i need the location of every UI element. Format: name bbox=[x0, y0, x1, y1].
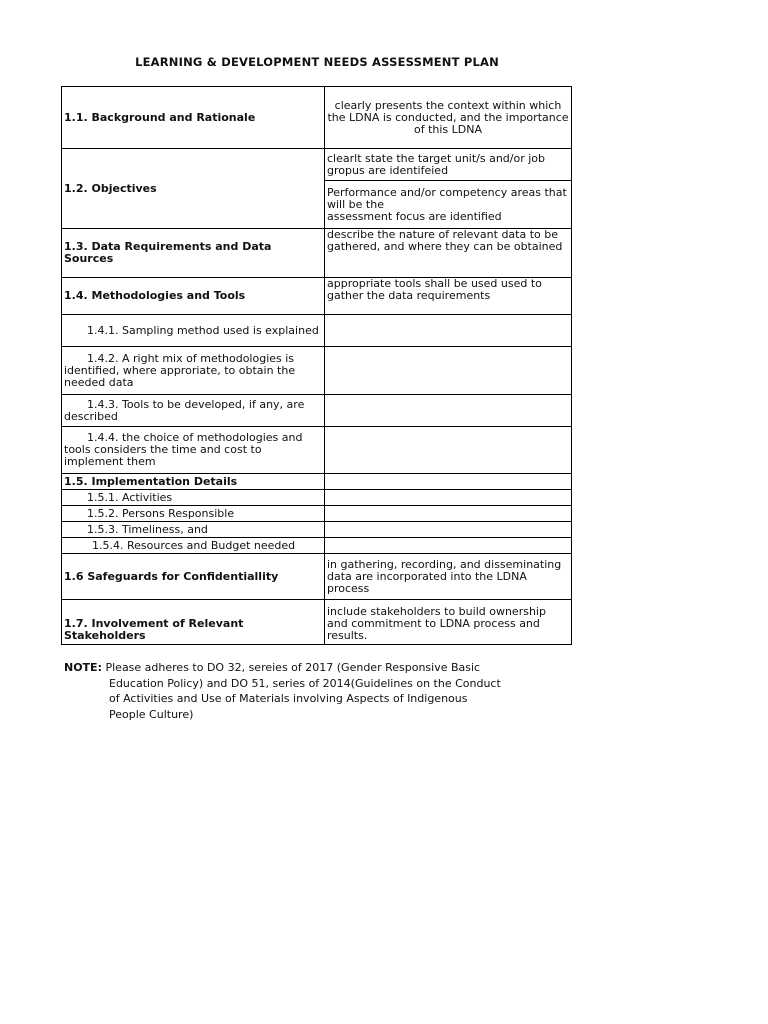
page-title: LEARNING & DEVELOPMENT NEEDS ASSESSMENT PLAN bbox=[135, 55, 499, 69]
table-row bbox=[62, 506, 572, 522]
row-label-data-requirements: 1.3. Data Requirements and Data Sources bbox=[62, 229, 325, 278]
row-label-tools: 1.4.3. Tools to be developed, if any, are described bbox=[62, 395, 325, 427]
row-description-empty bbox=[325, 427, 572, 474]
table-row bbox=[62, 347, 572, 395]
table-row bbox=[62, 278, 572, 315]
row-description-empty bbox=[325, 347, 572, 395]
row-description-empty bbox=[325, 490, 572, 506]
row-label-sampling: 1.4.1. Sampling method used is explained bbox=[62, 315, 325, 347]
row-label-methodologies: 1.4. Methodologies and Tools bbox=[62, 278, 325, 315]
row-description-methodologies: appropriate tools shall be used used to gather the data requirements bbox=[325, 278, 572, 315]
table-row bbox=[62, 554, 572, 600]
objectives-description-line: Performance and/or competency areas that will be the bbox=[327, 185, 567, 211]
row-description-empty bbox=[325, 522, 572, 538]
note-text: Please adheres to DO 32, sereies of 2017 (Gender Responsive Basic bbox=[105, 661, 481, 674]
row-label-persons-responsible: 1.5.2. Persons Responsible bbox=[62, 506, 325, 522]
row-label-timeliness: 1.5.3. Timeliness, and bbox=[62, 522, 325, 538]
table-row bbox=[62, 474, 572, 490]
row-description-safeguards: in gathering, recording, and disseminating data are incorporated into the LDNA process bbox=[325, 554, 572, 600]
assessment-plan-table bbox=[61, 86, 572, 645]
table-row bbox=[62, 600, 572, 645]
table-row bbox=[62, 87, 572, 149]
note-line: People Culture) bbox=[109, 707, 194, 721]
row-label-stakeholders: 1.7. Involvement of Relevant Stakeholders bbox=[62, 600, 325, 645]
row-description-objectives-1: clearlt state the target unit/s and/or job gropus are identifeied bbox=[325, 149, 572, 181]
note-line: of Activities and Use of Materials involving Aspects of Indigenous bbox=[109, 692, 468, 705]
row-label-activities: 1.5.1. Activities bbox=[62, 490, 325, 506]
table-row bbox=[62, 427, 572, 474]
footnote bbox=[64, 660, 534, 722]
note-line: Education Policy) and DO 51, series of 2014(Guidelines on the Conduct bbox=[109, 676, 501, 690]
table-row bbox=[62, 149, 572, 181]
row-label-methodology-mix: 1.4.2. A right mix of methodologies is identified, where approriate, to obtain the needed data bbox=[62, 347, 325, 395]
row-description-stakeholders: include stakeholders to build ownership and commitment to LDNA process and results. bbox=[325, 600, 572, 645]
row-label-safeguards: 1.6 Safeguards for Confidentiallity bbox=[62, 554, 325, 600]
table-row bbox=[62, 522, 572, 538]
row-description-empty bbox=[325, 474, 572, 490]
table-row bbox=[62, 229, 572, 278]
row-label-objectives: 1.2. Objectives bbox=[62, 149, 325, 229]
note-line bbox=[64, 660, 534, 676]
objectives-description-line: assessment focus are identified bbox=[327, 209, 502, 223]
row-description-empty bbox=[325, 315, 572, 347]
row-description-empty bbox=[325, 506, 572, 522]
table-row bbox=[62, 490, 572, 506]
row-label-background: 1.1. Background and Rationale bbox=[62, 87, 325, 149]
row-description-empty bbox=[325, 395, 572, 427]
row-label-resources: 1.5.4. Resources and Budget needed bbox=[62, 538, 325, 554]
row-label-methodology-choice: 1.4.4. the choice of methodologies and tools considers the time and cost to implement them bbox=[62, 427, 325, 474]
row-description-empty bbox=[325, 538, 572, 554]
row-label-implementation: 1.5. Implementation Details bbox=[62, 474, 325, 490]
row-description-objectives-2 bbox=[325, 181, 572, 229]
row-description-data-requirements: describe the nature of relevant data to be gathered, and where they can be obtained bbox=[325, 229, 572, 278]
note-label: NOTE: bbox=[64, 661, 102, 674]
table-row bbox=[62, 395, 572, 427]
table-row bbox=[62, 315, 572, 347]
table-row bbox=[62, 538, 572, 554]
row-description-background: clearly presents the context within which the LDNA is conducted, and the importance of this LDNA bbox=[325, 87, 572, 149]
